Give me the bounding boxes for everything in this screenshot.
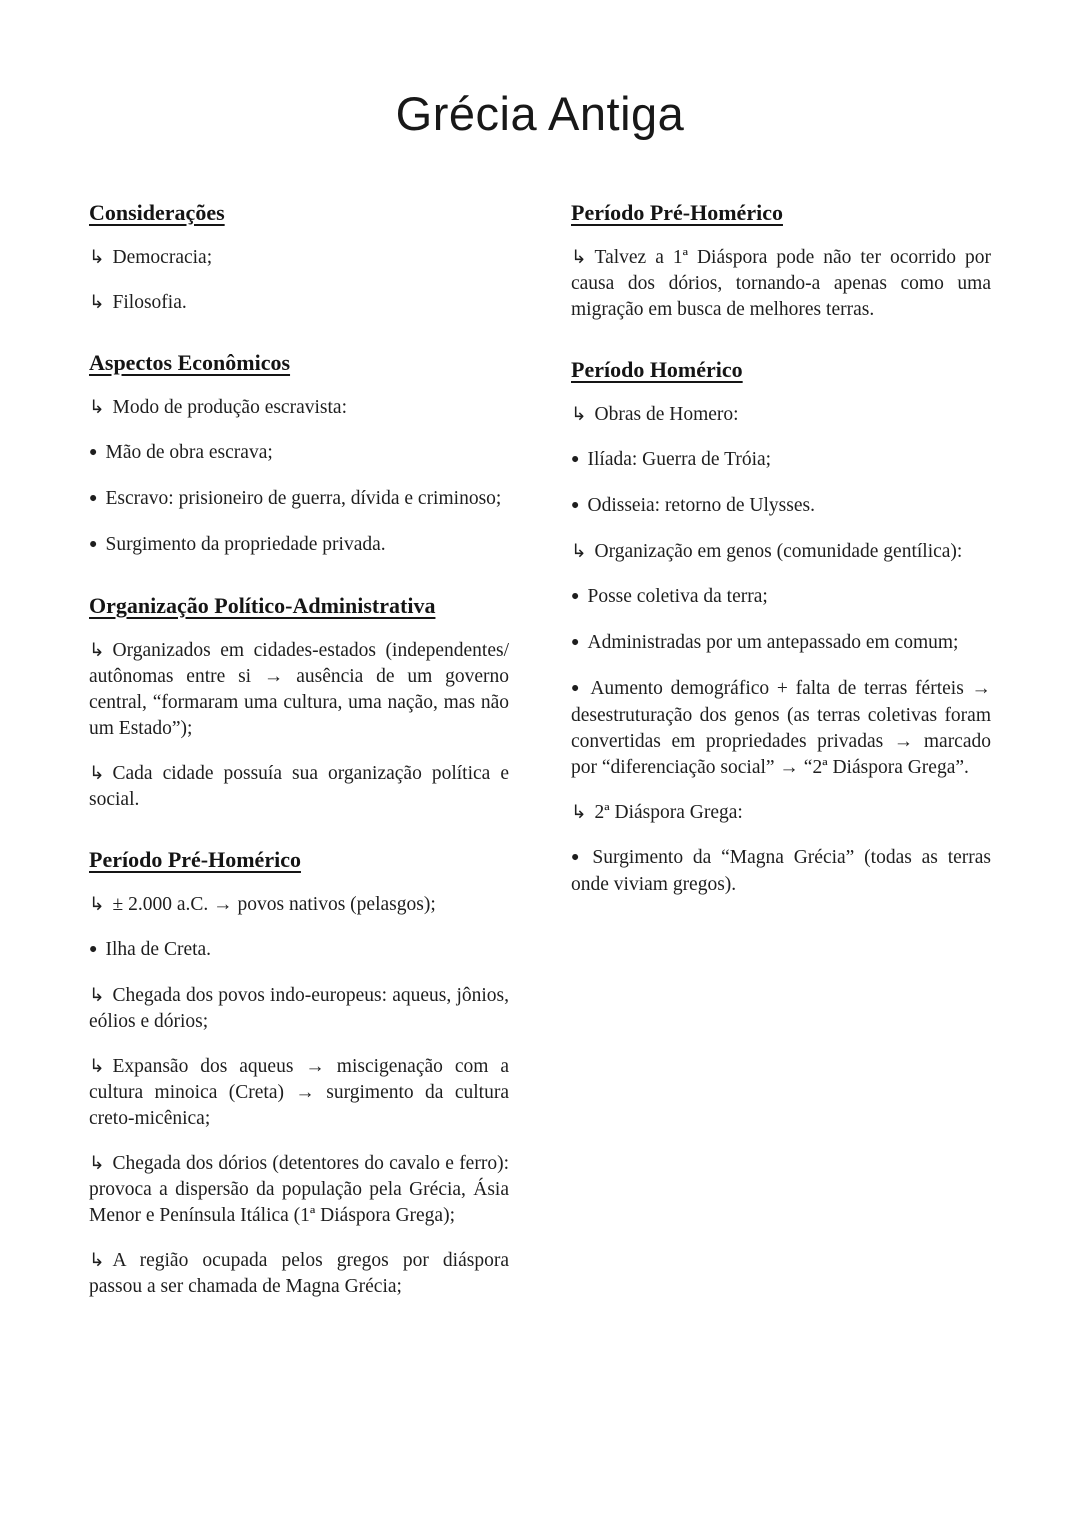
section-heading: Período Pré-Homérico: [89, 846, 301, 872]
arrow-bullet-icon: ↳: [571, 801, 587, 823]
list-item-text: Democracia;: [112, 246, 213, 268]
list-item-text: Ilha de Creta.: [105, 938, 212, 960]
list-item: [571, 447, 991, 474]
dot-bullet-icon: ●: [89, 489, 98, 506]
dot-bullet-icon: ●: [571, 450, 580, 467]
arrow-bullet-icon: ↳: [89, 762, 105, 784]
section: [89, 199, 509, 316]
left-column: [89, 199, 509, 1300]
section-heading: Aspectos Econômicos: [89, 349, 291, 375]
dot-bullet-icon: ●: [571, 496, 580, 513]
list-item-text: Posse coletiva da terra;: [587, 585, 768, 607]
arrow-bullet-icon: ↳: [571, 403, 587, 425]
list-item: [89, 486, 509, 513]
section-heading: Considerações: [89, 199, 225, 225]
arrow-bullet-icon: ↳: [89, 291, 105, 313]
dot-bullet-icon: ●: [89, 535, 98, 552]
list-item: [89, 937, 509, 964]
dot-bullet-icon: ●: [571, 679, 583, 696]
list-item: [571, 245, 991, 323]
section: [89, 846, 509, 1300]
list-item-text: Aumento demográfico + falta de terras férteis → desestruturação dos genos (as terras coletivas foram convertidas em propriedades privadas → marcado por “diferenciação social” → “2ª Diáspora Grega”.: [571, 677, 991, 778]
list-item: [571, 539, 991, 565]
list-item: [89, 892, 509, 918]
list-item-text: Chegada dos povos indo-europeus: aqueus, jônios, eólios e dórios;: [89, 984, 509, 1032]
page-title: Grécia Antiga: [395, 87, 685, 140]
list-item-text: Administradas por um antepassado em comum;: [587, 631, 959, 653]
list-item: [89, 983, 509, 1035]
list-item: [89, 290, 509, 316]
list-item-text: Modo de produção escravista:: [112, 396, 347, 418]
list-item: [571, 676, 991, 781]
dot-bullet-icon: ●: [571, 633, 580, 650]
right-column: [571, 199, 991, 1300]
section: [571, 356, 991, 898]
arrow-bullet-icon: ↳: [89, 396, 105, 418]
section: [571, 199, 991, 323]
arrow-bullet-icon: ↳: [89, 893, 105, 915]
list-item: [571, 630, 991, 657]
arrow-bullet-icon: ↳: [89, 246, 105, 268]
list-item: [89, 440, 509, 467]
dot-bullet-icon: ●: [571, 587, 580, 604]
arrow-bullet-icon: ↳: [571, 246, 587, 268]
list-item: [89, 761, 509, 813]
list-item-text: Talvez a 1ª Diáspora pode não ter ocorrido por causa dos dórios, tornando-a apenas como uma migração em busca de melhores terras.: [571, 246, 991, 320]
list-item: [571, 402, 991, 428]
list-item: [89, 638, 509, 742]
list-item-text: ± 2.000 a.C. → povos nativos (pelasgos);: [112, 893, 436, 915]
list-item: [89, 1248, 509, 1300]
two-column-layout: [89, 199, 991, 1300]
list-item-text: Ilíada: Guerra de Tróia;: [587, 448, 772, 470]
section: [89, 592, 509, 813]
list-item-text: Organização em genos (comunidade gentílica):: [594, 540, 963, 562]
list-item-text: Filosofia.: [112, 291, 187, 313]
dot-bullet-icon: ●: [89, 443, 98, 460]
arrow-bullet-icon: ↳: [89, 639, 105, 661]
dot-bullet-icon: ●: [89, 940, 98, 957]
section-heading: Período Pré-Homérico: [571, 199, 783, 225]
list-item: [89, 532, 509, 559]
list-item: [89, 1054, 509, 1132]
arrow-bullet-icon: ↳: [89, 1249, 105, 1271]
section: [89, 349, 509, 559]
arrow-bullet-icon: ↳: [571, 540, 587, 562]
list-item-text: Surgimento da “Magna Grécia” (todas as terras onde viviam gregos).: [571, 846, 991, 895]
list-item: [571, 845, 991, 898]
list-item: [571, 493, 991, 520]
arrow-bullet-icon: ↳: [89, 984, 105, 1006]
list-item-text: Mão de obra escrava;: [105, 441, 273, 463]
list-item: [89, 1151, 509, 1229]
list-item-text: Escravo: prisioneiro de guerra, dívida e criminoso;: [105, 487, 502, 509]
list-item: [571, 584, 991, 611]
list-item: [89, 245, 509, 271]
list-item-text: Odisseia: retorno de Ulysses.: [587, 494, 815, 516]
dot-bullet-icon: ●: [571, 848, 585, 865]
list-item-text: A região ocupada pelos gregos por diáspora passou a ser chamada de Magna Grécia;: [89, 1249, 509, 1297]
list-item-text: Cada cidade possuía sua organização política e social.: [89, 762, 509, 810]
list-item-text: Surgimento da propriedade privada.: [105, 533, 386, 555]
section-heading: Organização Político-Administrativa: [89, 592, 436, 618]
section-heading: Período Homérico: [571, 356, 743, 382]
arrow-bullet-icon: ↳: [89, 1152, 105, 1174]
list-item-text: Chegada dos dórios (detentores do cavalo e ferro): provoca a dispersão da população pela Grécia, Ásia Menor e Península Itálica (1ª Diáspora Grega);: [89, 1152, 509, 1226]
list-item-text: Obras de Homero:: [594, 403, 739, 425]
list-item-text: 2ª Diáspora Grega:: [594, 801, 743, 823]
arrow-bullet-icon: ↳: [89, 1055, 105, 1077]
list-item-text: Organizados em cidades-estados (independentes/ autônomas entre si → ausência de um governo central, “formaram uma cultura, uma nação, mas não um Estado”);: [89, 639, 509, 739]
list-item: [571, 800, 991, 826]
list-item-text: Expansão dos aqueus → miscigenação com a cultura minoica (Creta) → surgimento da cultura creto-micênica;: [89, 1055, 509, 1129]
list-item: [89, 395, 509, 421]
